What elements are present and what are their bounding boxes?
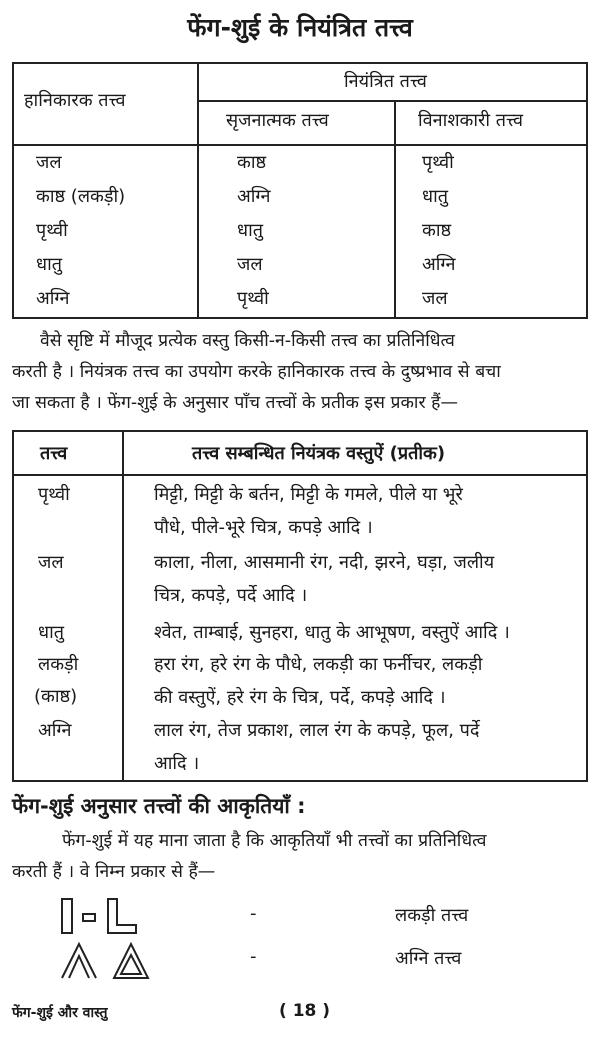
shape-label: लकड़ी तत्त्व — [395, 905, 469, 926]
objects-line: पौधे, पीले-भूरे चित्र, कपड़े आदि । — [154, 517, 373, 538]
shape-row — [0, 940, 600, 984]
objects-line: की वस्तुऐं, हरे रंग के चित्र, पर्दे, कपड़े आदि । — [154, 687, 446, 708]
element-objects — [154, 616, 579, 649]
harmful-cell: काष्ठ (लकड़ी) — [36, 186, 126, 207]
element-name: अग्नि — [38, 720, 72, 741]
destructive-cell: काष्ठ — [422, 220, 452, 241]
element-name: पृथ्वी — [38, 484, 70, 505]
element-symbols-table — [12, 430, 588, 782]
creative-cell: काष्ठ — [237, 152, 267, 173]
harmful-cell: धातु — [36, 254, 62, 275]
creative-cell: अग्नि — [237, 186, 271, 207]
harmful-cell: पृथ्वी — [36, 220, 68, 241]
paragraph-line: फेंग-शुई में यह माना जाता है कि आकृतियाँ भी तत्त्वों का प्रतिनिधित्व — [62, 831, 487, 851]
page-number: ( 18 ) — [279, 1001, 331, 1021]
body-paragraph — [12, 326, 592, 419]
shape-row — [0, 895, 600, 939]
fire-triangles-icon — [60, 940, 160, 982]
table-row — [14, 252, 586, 286]
creative-cell: पृथ्वी — [237, 288, 269, 309]
element-shapes — [0, 890, 600, 990]
element-objects — [154, 714, 579, 780]
column-divider — [122, 432, 124, 780]
header-controlled-elements: नियंत्रित तत्त्व — [344, 71, 427, 92]
controlled-elements-table — [12, 62, 588, 319]
element-name: जल — [38, 552, 64, 573]
element-name: धातु — [38, 622, 64, 643]
creative-cell: जल — [237, 254, 263, 275]
destructive-cell: अग्नि — [422, 254, 456, 275]
header-symbols: तत्त्व सम्बन्धित नियंत्रक वस्तुऐं (प्रतीक) — [192, 443, 446, 464]
objects-line: श्वेत, ताम्बाई, सुनहरा, धातु के आभूषण, वस्तुऐं आदि । — [154, 622, 510, 643]
header-divider — [197, 100, 586, 102]
element-name: लकड़ी — [38, 654, 79, 675]
shape-label: अग्नि तत्त्व — [395, 948, 462, 969]
table-row — [14, 218, 586, 252]
header-element: तत्त्व — [40, 443, 68, 464]
page-title: फेंग-शुई के नियंत्रित तत्त्व — [187, 13, 413, 42]
objects-line: चित्र, कपड़े, पर्दे आदि । — [154, 585, 308, 606]
header-destructive-element: विनाशकारी तत्त्व — [418, 110, 524, 131]
shape-dash: - — [250, 946, 257, 967]
header-creative-element: सृजनात्मक तत्त्व — [226, 110, 329, 131]
element-name: (काष्ठ) — [34, 686, 78, 707]
paragraph-line: करती है । नियंत्रक तत्त्व का उपयोग करके हानिकारक तत्त्व के दुष्प्रभाव से बचा — [12, 362, 501, 382]
element-objects — [154, 648, 579, 714]
header-harmful-element: हानिकारक तत्त्व — [24, 90, 126, 111]
table-row — [14, 184, 586, 218]
destructive-cell: जल — [422, 288, 448, 309]
destructive-cell: धातु — [422, 186, 448, 207]
section-subheading: फेंग-शुई अनुसार तत्त्वों की आकृतियाँ : — [12, 794, 306, 818]
objects-line: काला, नीला, आसमानी रंग, नदी, झरने, घड़ा, जलीय — [154, 552, 495, 573]
wood-shapes-icon — [60, 897, 140, 937]
body-paragraph — [12, 826, 592, 888]
table-row — [14, 150, 586, 184]
objects-line: हरा रंग, हरे रंग के पौधे, लकड़ी का फर्नीचर, लकड़ी — [154, 654, 483, 675]
harmful-cell: अग्नि — [36, 288, 70, 309]
element-objects — [154, 478, 579, 544]
objects-line: लाल रंग, तेज प्रकाश, लाल रंग के कपड़े, फूल, पर्दे — [154, 720, 480, 741]
paragraph-line: करती हैं । वे निम्न प्रकार से हैं— — [12, 862, 216, 882]
objects-line: आदि । — [154, 753, 200, 774]
paragraph-line: वैसे सृष्टि में मौजूद प्रत्येक वस्तु किसी-न-किसी तत्त्व का प्रतिनिधित्व — [40, 331, 455, 351]
objects-line: मिट्टी, मिट्टी के बर्तन, मिट्टी के गमले, पीले या भूरे — [154, 484, 463, 505]
paragraph-line: जा सकता है । फेंग-शुई के अनुसार पाँच तत्त्वों के प्रतीक इस प्रकार हैं— — [12, 393, 458, 413]
shape-dash: - — [250, 903, 257, 924]
footer-book-title: फेंग-शुई और वास्तु — [12, 1005, 108, 1021]
destructive-cell: पृथ्वी — [422, 152, 454, 173]
harmful-cell: जल — [36, 152, 62, 173]
table-row — [14, 286, 586, 320]
element-objects — [154, 546, 579, 612]
creative-cell: धातु — [237, 220, 263, 241]
